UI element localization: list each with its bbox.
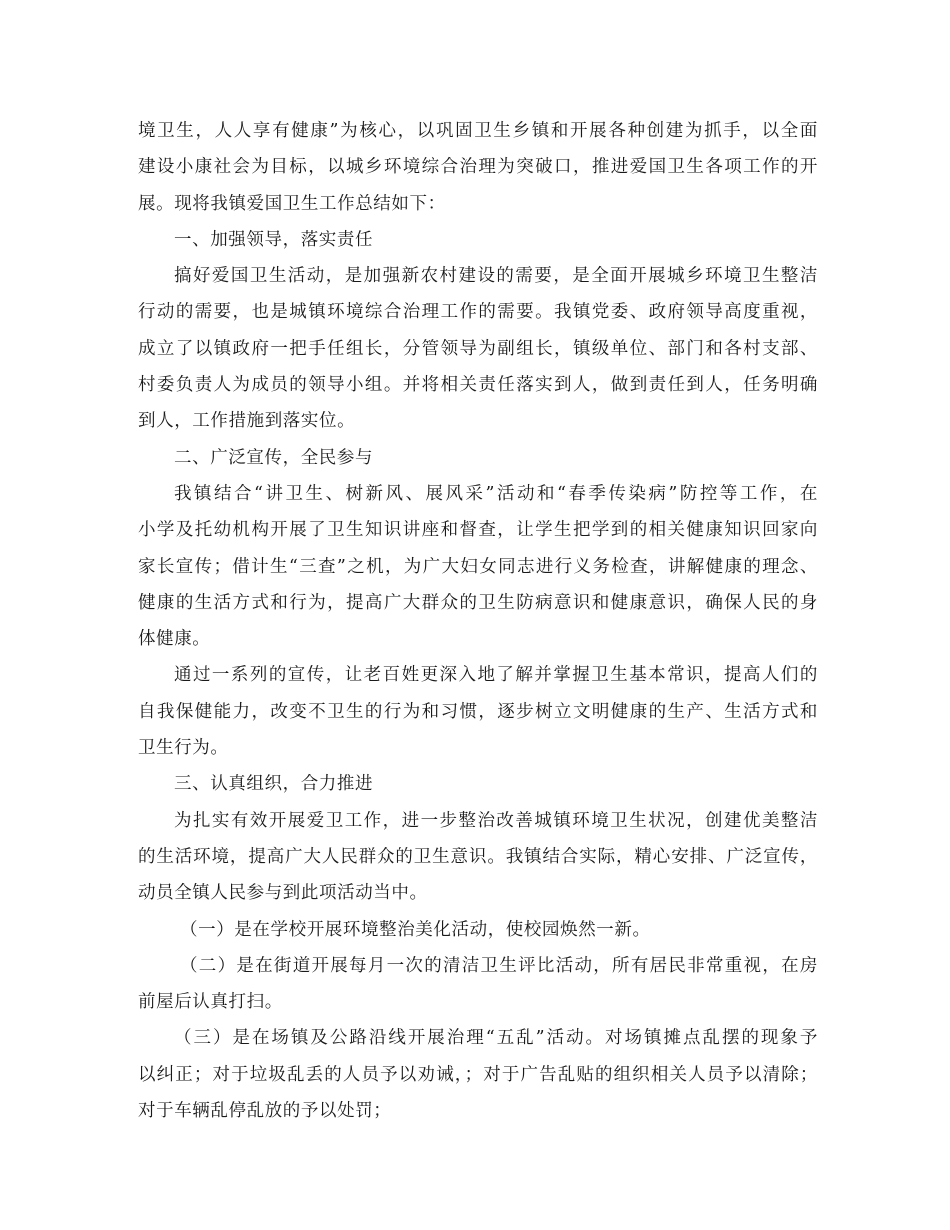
section-heading: 一、加强领导，落实责任: [174, 229, 374, 250]
text-line: 的生活环境，提高广大人民群众的卫生意识。我镇结合实际，精心安排、广泛宣传，: [138, 846, 818, 867]
text-line: 以纠正；对于垃圾乱丢的人员予以劝诫，；对于广告乱贴的组织相关人员予以清除；: [138, 1064, 818, 1085]
text-line: 成立了以镇政府一把手任组长，分管领导为副组长，镇级单位、部门和各村支部、: [138, 338, 818, 359]
text-line: 小学及托幼机构开展了卫生知识讲座和督查，让学生把学到的相关健康知识回家向: [138, 520, 818, 541]
text-line: 展。现将我镇爱国卫生工作总结如下：: [138, 193, 446, 214]
text-line: 行动的需要，也是城镇环境综合治理工作的需要。我镇党委、政府领导高度重视，: [138, 302, 818, 323]
text-line: 建设小康社会为目标，以城乡环境综合治理为突破口，推进爱国卫生各项工作的开: [138, 157, 818, 178]
text-line: 体健康。: [138, 629, 211, 650]
list-item: （一）是在学校开展环境整治美化活动，使校园焕然一新。: [180, 919, 651, 940]
text-line: 家长宣传；借计生“三查”之机，为广大妇女同志进行义务检查，讲解健康的理念、: [138, 556, 818, 577]
text-line: 到人，工作措施到落实位。: [138, 411, 356, 432]
section-heading: 三、认真组织，合力推进: [174, 774, 374, 795]
text-line: 健康的生活方式和行为，提高广大群众的卫生防病意识和健康意识，确保人民的身: [138, 592, 818, 613]
text-line: 通过一系列的宣传，让老百姓更深入地了解并掌握卫生基本常识，提高人们的: [174, 665, 818, 686]
text-line: 我镇结合“讲卫生、树新风、展风采”活动和“春季传染病”防控等工作，在: [174, 483, 818, 504]
list-item: （三）是在场镇及公路沿线开展治理“五乱”活动。对场镇摊点乱摆的现象予: [174, 1028, 818, 1049]
text-line: 为扎实有效开展爱卫工作，进一步整治改善城镇环境卫生状况，创建优美整洁: [174, 810, 818, 831]
document-body: [138, 113, 818, 1129]
section-heading: 二、广泛宣传，全民参与: [174, 447, 374, 468]
list-item: （二）是在街道开展每月一次的清洁卫生评比活动，所有居民非常重视，在房: [180, 955, 818, 976]
text-line: 前屋后认真打扫。: [138, 992, 283, 1013]
text-line: 境卫生，人人享有健康”为核心，以巩固卫生乡镇和开展各种创建为抓手，以全面: [138, 121, 818, 141]
text-line: 村委负责人为成员的领导小组。并将相关责任落实到人，做到责任到人，任务明确: [138, 375, 818, 396]
text-line: 动员全镇人民参与到此项活动当中。: [138, 883, 428, 904]
text-line: 搞好爱国卫生活动，是加强新农村建设的需要，是全面开展城乡环境卫生整洁: [174, 266, 818, 287]
text-line: 自我保健能力，改变不卫生的行为和习惯，逐步树立文明健康的生产、生活方式和: [138, 701, 818, 722]
text-line: 对于车辆乱停乱放的予以处罚；: [138, 1101, 392, 1122]
text-line: 卫生行为。: [138, 738, 229, 759]
